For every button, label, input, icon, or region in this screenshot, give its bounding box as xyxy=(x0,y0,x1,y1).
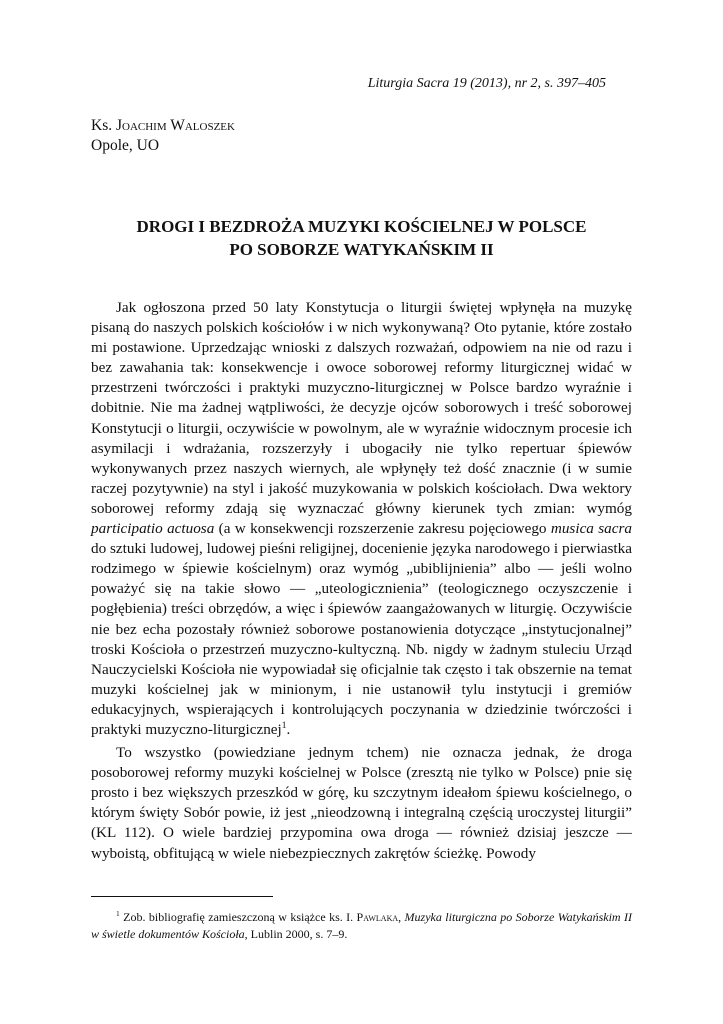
paragraph-1-end: . xyxy=(286,720,291,738)
paragraph-1-text-c: do sztuki ludowej, ludowej pieśni religijnej, docenienie języka narodowego i pierwiastka rodzimego w śpiewie kościelnym) oraz wymóg „ubiblijnienia” albo — jeśli wolno poważyć się na takie słowo — „uteologicznienia” (teologicznego oczyszczenie i pogłębienia) treści obrzędów, a więc i śpiewów zaangażowanych w liturgię. Oczywiście nie bez echa pozostały również soborowe postanowienia dotyczące „instytucjonalnej” troski Kościoła o przestrzeń muzyczno-kultyczną. Nb. nigdy w żadnym stuleciu Urząd Nauczycielski Kościoła nie wypowiadał się oficjalnie tak często i tak obszernie na temat muzyki kościelnej jak w minionym, i nie ustanowił tylu instytucji i gremiów edukacyjnych, wspierających i kontrolujących poczynania w dziedzinie twórczości i praktyki muzyczno-liturgicznej xyxy=(91,540,632,738)
article-body xyxy=(91,298,632,864)
term-participatio-actuosa: participatio actuosa xyxy=(91,520,215,538)
author-name-text: Joachim Waloszek xyxy=(115,117,235,134)
title-line-2: PO SOBORZE WATYKAŃSKIM II xyxy=(229,240,494,259)
running-head: Liturgia Sacra 19 (2013), nr 2, s. 397–405 xyxy=(367,76,606,91)
author-block xyxy=(91,116,235,156)
footnote-text-b: , xyxy=(398,910,405,924)
footnote-text-a: Zob. bibliografię zamieszczoną w książce ks. I. xyxy=(119,910,357,924)
footnote-number: 1 xyxy=(116,909,120,918)
article-title xyxy=(91,215,632,261)
paragraph-1-text-b: (a w konsekwencji rozszerzenie zakresu pojęciowego xyxy=(214,520,551,538)
author-prefix: Ks. xyxy=(91,117,116,134)
footnote-reference[interactable]: 1 xyxy=(281,720,287,731)
footnote-text-c: , Lublin 2000, s. 7–9. xyxy=(244,927,348,941)
paragraph-2: To wszystko (powiedziane jednym tchem) nie oznacza jednak, że droga posoborowej reformy muzyki kościelnej w Polsce (zresztą nie tylko w Polsce) pnie się prosto i bez większych przeszkód w górę, ku szczytnym ideałom śpiewu kościelnego, o którym święty Sobór powie, iż jest „nieodzowną i integralną częścią uroczystej liturgii” (KL 112). O wiele bardziej przypomina owa droga — również dzisiaj jeszcze — wyboistą, obfitującą w wiele niebezpiecznych zakrętów ścieżkę. Powody xyxy=(91,744,632,862)
term-musica-sacra: musica sacra xyxy=(550,520,632,538)
footnote-1 xyxy=(91,909,632,943)
footnote-author: Pawlaka xyxy=(356,910,399,924)
title-line-1: DROGI I BEZDROŻA MUZYKI KOŚCIELNEJ W POLSCE xyxy=(136,217,587,236)
paragraph-1 xyxy=(91,298,632,740)
author-affiliation: Opole, UO xyxy=(91,137,160,154)
paragraph-1-text-a: Jak ogłoszona przed 50 laty Konstytucja o liturgii świętej wpłynęła na muzykę pisaną do naszych polskich kościołów i w nich wykonywaną? Oto pytanie, które zostało mi postawione. Uprzedzając wnioski z dalszych rozważań, odpowiem na nie od razu i bez zawahania tak: konsekwencje i owoce soborowej reformy liturgicznej widać w przestrzeni twórczości i praktyki muzyczno-liturgicznej w Polsce bardzo wyraźnie i dobitnie. Nie ma żadnej wątpliwości, że decyzje ojców soborowych i treść soborowej Konstytucji o liturgii, oczywiście w powolnym, ale w wyraźnie widocznym procesie ich asymilacji i wdrażania, rozszerzyły i ubogaciły nie tylko repertuar śpiewów wykonywanych przez naszych wiernych, ale wpłynęły też dość znacznie (i w sumie raczej pozytywnie) na styl i jakość muzykowania w polskich kościołach. Dwa wektory soborowej reformy zdają się wyznaczać główny kierunek tych zmian: wymóg xyxy=(91,299,632,517)
footnote-book-title: Muzyka liturgiczna po Soborze Watykańskim II w świetle dokumentów Kościoła xyxy=(91,910,632,941)
footnote-divider xyxy=(91,896,273,897)
author-name xyxy=(91,116,235,136)
